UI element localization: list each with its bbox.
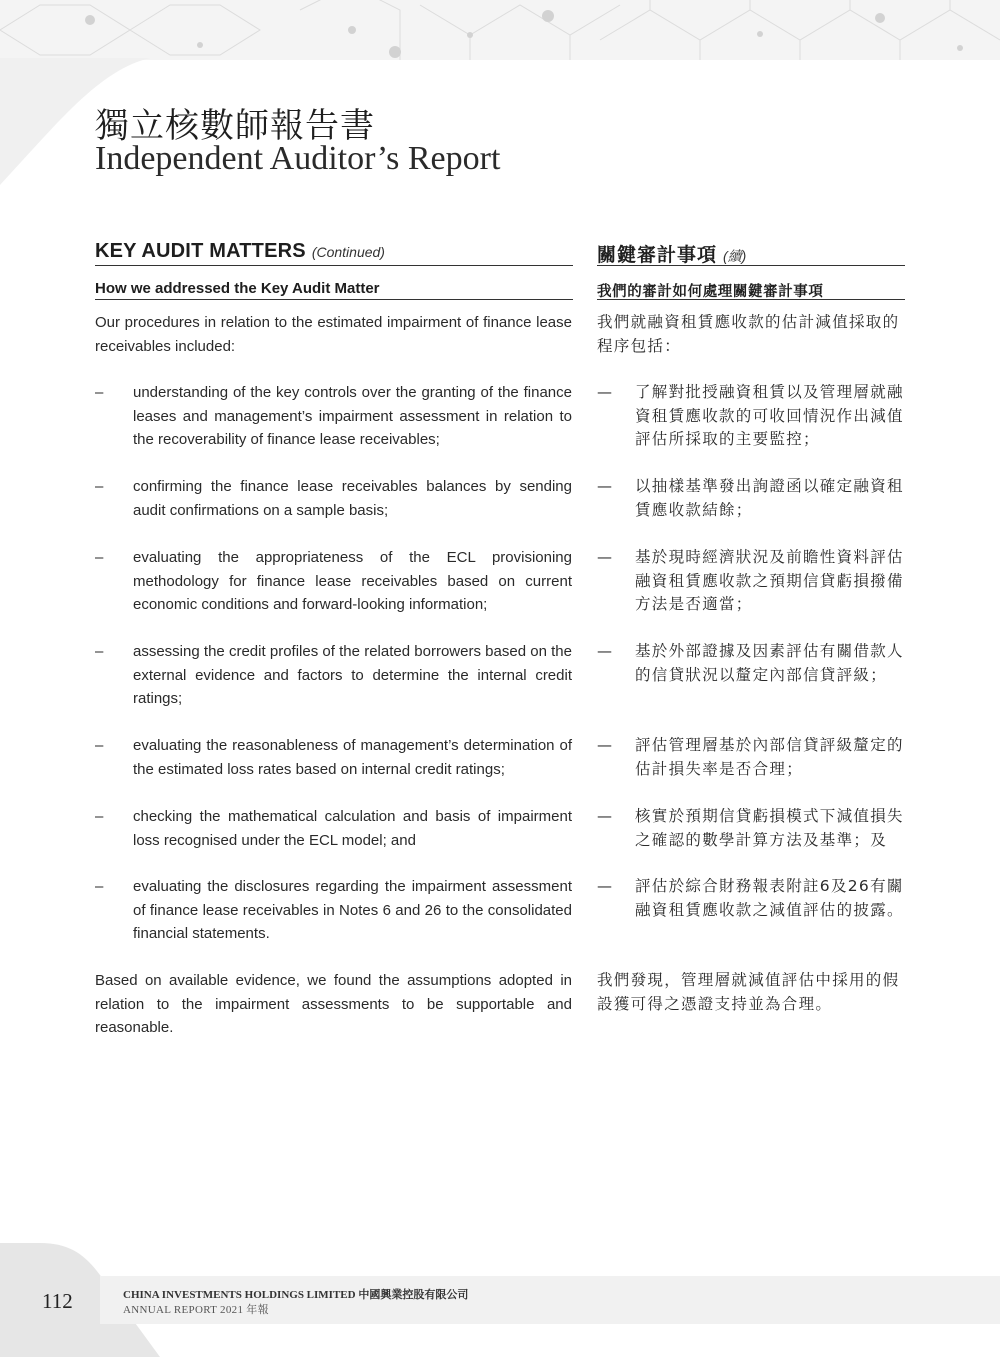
procedure-text-english: checking the mathematical calculation and basis of impairment loss recognised under the ECL model; and: [133, 808, 572, 849]
procedure-item-english: [95, 475, 572, 522]
procedure-item-chinese: [597, 640, 905, 687]
procedure-text-english: evaluating the disclosures regarding the impairment assessment of finance lease receivables in Notes 6 and 26 to the consolidated financial statements.: [133, 878, 572, 942]
page-number: 112: [42, 1289, 73, 1313]
section-rule-chinese: [597, 265, 905, 266]
section-heading-chinese: [597, 240, 905, 266]
procedure-item-english: [95, 640, 572, 711]
procedure-text-chinese: 評估於綜合財務報表附註6及26有關融資租賃應收款之減值評估的披露。: [635, 877, 904, 919]
procedure-text-chinese: 以抽樣基準發出詢證函以確定融資租賃應收款結餘；: [635, 477, 904, 519]
footer-report-title: ANNUAL REPORT 2021 年報: [123, 1304, 269, 1316]
bullet-dash: —: [597, 736, 612, 754]
footer-company-name: CHINA INVESTMENTS HOLDINGS LIMITED 中國興業控股有限公司: [123, 1289, 469, 1301]
procedure-text-english: assessing the credit profiles of the related borrowers based on the external evidence and factors to determine the internal credit ratings;: [133, 643, 572, 707]
procedure-text-chinese: 核實於預期信貸虧損模式下減值損失之確認的數學計算方法及基準；及: [635, 807, 904, 849]
section-heading-english: [95, 240, 573, 266]
conclusion-paragraph-english: Based on available evidence, we found the assumptions adopted in relation to the impairment assessments to be supportable and reasonable.: [95, 972, 572, 1036]
page-title-english: Independent Auditor’s Report: [95, 140, 501, 177]
section-continued-chinese: (續): [723, 248, 747, 264]
procedure-item-english: [95, 875, 572, 946]
subheading-rule-chinese: [597, 299, 905, 300]
procedure-item-chinese: [597, 546, 905, 617]
procedure-text-english: confirming the finance lease receivables balances by sending audit confirmations on a sample basis;: [133, 478, 572, 519]
bullet-dash: –: [95, 643, 104, 660]
procedure-text-english: evaluating the appropriateness of the ECL provisioning methodology for finance lease receivables based on current economic conditions and forward-looking information;: [133, 549, 572, 613]
procedure-item-chinese: [597, 734, 905, 781]
bullet-dash: –: [95, 878, 104, 895]
conclusion-paragraph-chinese: 我們發現，管理層就減值評估中採用的假設獲可得之憑證支持並為合理。: [597, 971, 900, 1013]
bullet-dash: –: [95, 478, 104, 495]
procedure-item-english: [95, 381, 572, 452]
subheading-rule-english: [95, 299, 573, 300]
procedure-item-chinese: [597, 381, 905, 452]
bullet-dash: —: [597, 383, 612, 401]
procedure-item-english: [95, 805, 572, 852]
procedure-text-english: evaluating the reasonableness of management’s determination of the estimated loss rates based on internal credit ratings;: [133, 737, 572, 778]
bullet-dash: –: [95, 808, 104, 825]
page-title-chinese: 獨立核數師報告書: [95, 106, 375, 146]
procedure-item-chinese: [597, 875, 905, 922]
procedure-text-english: understanding of the key controls over the granting of the finance leases and management’s impairment assessment in relation to the recoverability of finance lease receivables;: [133, 384, 572, 448]
bullet-dash: —: [597, 548, 612, 566]
bullet-dash: –: [95, 549, 104, 566]
procedure-item-english: [95, 546, 572, 617]
intro-paragraph-chinese: 我們就融資租賃應收款的估計減值採取的程序包括：: [597, 313, 900, 355]
procedure-item-english: [95, 734, 572, 781]
bullet-dash: –: [95, 737, 104, 754]
bullet-dash: –: [95, 384, 104, 401]
procedure-item-chinese: [597, 475, 905, 522]
procedure-text-chinese: 評估管理層基於內部信貸評級釐定的估計損失率是否合理；: [635, 736, 904, 778]
subheading-english: How we addressed the Key Audit Matter: [95, 280, 380, 297]
bullet-dash: —: [597, 477, 612, 495]
section-title-chinese: 關鍵審計事項: [597, 244, 718, 266]
section-continued-english: (Continued): [311, 244, 385, 260]
subheading-chinese: 我們的審計如何處理關鍵審計事項: [597, 284, 824, 300]
section-rule-english: [95, 265, 573, 266]
procedure-item-chinese: [597, 805, 905, 852]
bullet-dash: —: [597, 807, 612, 825]
procedure-text-chinese: 基於外部證據及因素評估有關借款人的信貸狀況以釐定內部信貸評級；: [635, 642, 904, 684]
bullet-dash: —: [597, 877, 612, 895]
procedure-text-chinese: 基於現時經濟狀況及前瞻性資料評估融資租賃應收款之預期信貸虧損撥備方法是否適當；: [635, 548, 904, 613]
bullet-dash: —: [597, 642, 612, 660]
section-title-english: KEY AUDIT MATTERS: [95, 240, 306, 262]
intro-paragraph-english: Our procedures in relation to the estimated impairment of finance lease receivables included:: [95, 314, 572, 355]
procedure-text-chinese: 了解對批授融資租賃以及管理層就融資租賃應收款的可收回情況作出減值評估所採取的主要監控；: [635, 383, 904, 448]
